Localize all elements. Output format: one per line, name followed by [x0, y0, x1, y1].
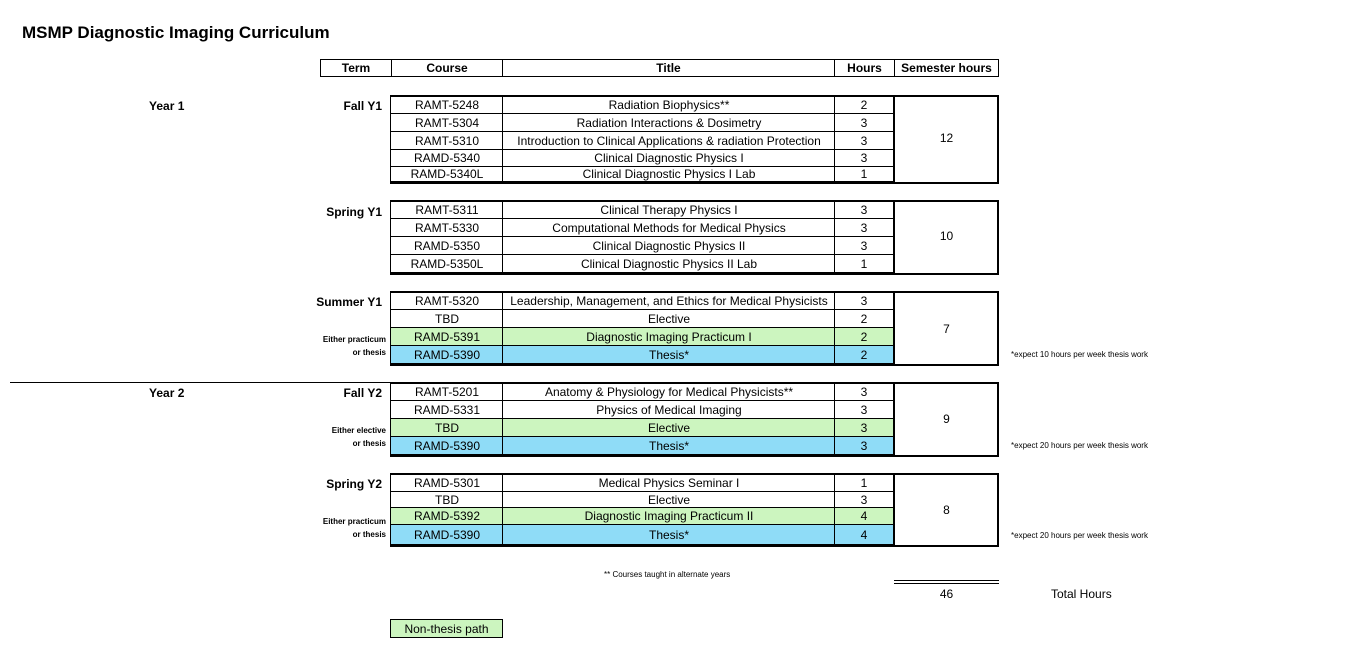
- table-row: [390, 132, 893, 150]
- cell-course: RAMD-5301: [390, 474, 503, 492]
- cell-hours: 2: [834, 328, 894, 346]
- cell-course: RAMD-5392: [390, 508, 503, 525]
- table-row: [390, 383, 893, 401]
- total-hours-value: 46: [939, 587, 954, 601]
- table-row: [390, 346, 893, 364]
- semester-hours: 7: [943, 322, 950, 336]
- header-hours: Hours: [834, 59, 895, 77]
- total-line-top: [894, 580, 999, 581]
- table-row: [390, 525, 893, 545]
- cell-course: RAMT-5201: [390, 383, 503, 401]
- cell-hours: 1: [834, 167, 894, 182]
- cell-title: Elective: [502, 419, 835, 437]
- cell-hours: 4: [834, 508, 894, 525]
- thesis-note: *expect 20 hours per week thesis work: [1011, 531, 1148, 540]
- cell-course: RAMT-5330: [390, 219, 503, 237]
- cell-title: Thesis*: [502, 525, 835, 545]
- table-row: [390, 492, 893, 508]
- cell-course: RAMD-5331: [390, 401, 503, 419]
- cell-course: RAMD-5340: [390, 150, 503, 167]
- cell-course: RAMT-5310: [390, 132, 503, 150]
- cell-course: RAMD-5390: [390, 525, 503, 545]
- cell-course: RAMD-5350L: [390, 255, 503, 273]
- cell-hours: 3: [834, 383, 894, 401]
- table-row: [390, 201, 893, 219]
- cell-hours: 2: [834, 310, 894, 328]
- cell-title: Introduction to Clinical Applications & radiation Protection: [502, 132, 835, 150]
- cell-course: TBD: [390, 492, 503, 508]
- note-or-thesis: or thesis: [352, 439, 386, 448]
- cell-hours: 3: [834, 419, 894, 437]
- cell-course: RAMD-5391: [390, 328, 503, 346]
- table-row: [390, 508, 893, 525]
- cell-title: Clinical Diagnostic Physics I: [502, 150, 835, 167]
- table-row: [390, 150, 893, 167]
- table-row: [390, 310, 893, 328]
- header-term: Term: [320, 59, 392, 77]
- cell-course: RAMT-5320: [390, 292, 503, 310]
- term-spring-y1: Spring Y1: [326, 205, 382, 219]
- cell-hours: 3: [834, 132, 894, 150]
- cell-title: Anatomy & Physiology for Medical Physicists**: [502, 383, 835, 401]
- cell-hours: 3: [834, 401, 894, 419]
- semester-hours: 8: [943, 503, 950, 517]
- thesis-note: *expect 10 hours per week thesis work: [1011, 350, 1148, 359]
- cell-course: RAMT-5248: [390, 96, 503, 114]
- total-line-bottom: [894, 583, 999, 584]
- note-either-practicum: Either practicum: [322, 335, 386, 344]
- cell-hours: 3: [834, 237, 894, 255]
- table-row: [390, 437, 893, 455]
- page-title: MSMP Diagnostic Imaging Curriculum: [22, 23, 330, 42]
- header-title: Title: [502, 59, 835, 77]
- table-row: [390, 96, 893, 114]
- header-semester-hours: Semester hours: [894, 59, 999, 77]
- cell-title: Thesis*: [502, 346, 835, 364]
- cell-hours: 2: [834, 96, 894, 114]
- term-summer-y1: Summer Y1: [316, 295, 382, 309]
- cell-title: Medical Physics Seminar I: [502, 474, 835, 492]
- cell-hours: 3: [834, 492, 894, 508]
- cell-hours: 3: [834, 219, 894, 237]
- year-1-label: Year 1: [149, 99, 185, 113]
- year-2-label: Year 2: [149, 386, 185, 400]
- cell-hours: 2: [834, 346, 894, 364]
- table-row: [390, 419, 893, 437]
- legend-non-thesis: Non-thesis path: [390, 619, 503, 638]
- cell-title: Physics of Medical Imaging: [502, 401, 835, 419]
- cell-course: RAMD-5390: [390, 346, 503, 364]
- table-row: [390, 328, 893, 346]
- semester-hours: 12: [939, 131, 954, 145]
- cell-course: RAMD-5390: [390, 437, 503, 455]
- cell-hours: 3: [834, 201, 894, 219]
- table-row: [390, 114, 893, 132]
- cell-hours: 3: [834, 150, 894, 167]
- cell-title: Computational Methods for Medical Physics: [502, 219, 835, 237]
- table-row: [390, 237, 893, 255]
- note-either-practicum: Either practicum: [322, 517, 386, 526]
- cell-hours: 3: [834, 437, 894, 455]
- thesis-note: *expect 20 hours per week thesis work: [1011, 441, 1148, 450]
- term-fall-y1: Fall Y1: [343, 99, 382, 113]
- table-row: [390, 292, 893, 310]
- cell-course: TBD: [390, 310, 503, 328]
- note-or-thesis: or thesis: [352, 348, 386, 357]
- footnote: ** Courses taught in alternate years: [604, 570, 731, 579]
- cell-course: RAMT-5311: [390, 201, 503, 219]
- cell-title: Radiation Biophysics**: [502, 96, 835, 114]
- cell-title: Elective: [502, 310, 835, 328]
- note-or-thesis: or thesis: [352, 530, 386, 539]
- cell-course: RAMD-5350: [390, 237, 503, 255]
- cell-title: Diagnostic Imaging Practicum II: [502, 508, 835, 525]
- cell-course: RAMT-5304: [390, 114, 503, 132]
- cell-title: Radiation Interactions & Dosimetry: [502, 114, 835, 132]
- total-hours-label: Total Hours: [1051, 587, 1112, 601]
- term-spring-y2: Spring Y2: [326, 477, 382, 491]
- table-row: [390, 219, 893, 237]
- cell-title: Clinical Diagnostic Physics I Lab: [502, 167, 835, 182]
- cell-title: Thesis*: [502, 437, 835, 455]
- cell-title: Clinical Diagnostic Physics II: [502, 237, 835, 255]
- note-either-elective: Either elective: [331, 426, 386, 435]
- table-row: [390, 401, 893, 419]
- table-row: [390, 474, 893, 492]
- cell-course: TBD: [390, 419, 503, 437]
- table-row: [390, 255, 893, 273]
- semester-hours: 9: [943, 412, 950, 426]
- cell-hours: 1: [834, 474, 894, 492]
- cell-title: Clinical Therapy Physics I: [502, 201, 835, 219]
- cell-hours: 1: [834, 255, 894, 273]
- cell-title: Diagnostic Imaging Practicum I: [502, 328, 835, 346]
- cell-title: Clinical Diagnostic Physics II Lab: [502, 255, 835, 273]
- cell-hours: 4: [834, 525, 894, 545]
- table-row: [390, 167, 893, 182]
- cell-title: Leadership, Management, and Ethics for Medical Physicists: [502, 292, 835, 310]
- cell-hours: 3: [834, 292, 894, 310]
- header-course: Course: [391, 59, 503, 77]
- cell-course: RAMD-5340L: [390, 167, 503, 182]
- cell-hours: 3: [834, 114, 894, 132]
- cell-title: Elective: [502, 492, 835, 508]
- term-fall-y2: Fall Y2: [343, 386, 382, 400]
- year-divider: [10, 382, 390, 383]
- semester-hours: 10: [939, 229, 954, 243]
